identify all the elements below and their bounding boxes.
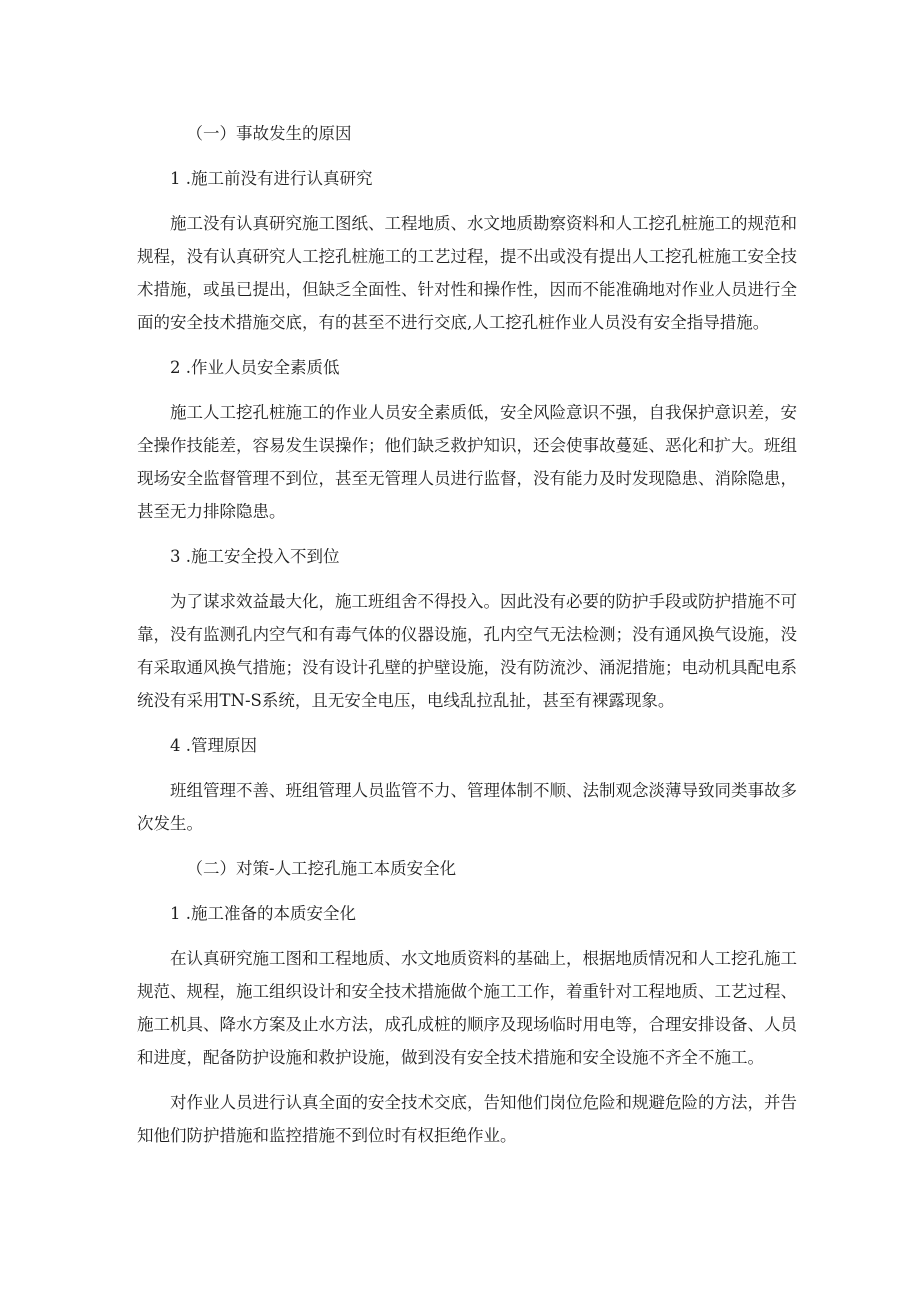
item-heading-investment: 3 .施工安全投入不到位 — [170, 547, 340, 566]
item-heading-research: 1 .施工前没有进行认真研究 — [170, 169, 373, 188]
section-title-countermeasures: （二）对策-人工挖孔施工本质安全化 — [186, 859, 457, 878]
paragraph-research: 施工没有认真研究施工图纸、工程地质、水文地质勘察资料和人工挖孔桩施工的规范和规程，没有认真研究人工挖孔桩施工的工艺过程，提不出或没有提出人工挖孔桩施工安全技术措施，或虽已提出，但缺乏全面性、针对性和操作性，因而不能准确地对作业人员进行全面的安全技术措施交底，有的甚至不进行交底,人工挖孔桩作业人员没有安全指导措施。 — [137, 214, 797, 332]
paragraph-disclosure: 对作业人员进行认真全面的安全技术交底，告知他们岗位危险和规避危险的方法，并告知他们防护措施和监控措施不到位时有权拒绝作业。 — [137, 1093, 797, 1145]
paragraph-quality: 施工人工挖孔桩施工的作业人员安全素质低，安全风险意识不强，自我保护意识差，安全操作技能差，容易发生误操作；他们缺乏救护知识，还会使事故蔓延、恶化和扩大。班组现场安全监督管理不到位，甚至无管理人员进行监督，没有能力及时发现隐患、消除隐患，甚至无力排除隐患。 — [137, 403, 797, 521]
paragraph-management: 班组管理不善、班组管理人员监管不力、管理体制不顺、法制观念淡薄导致同类事故多次发生。 — [137, 781, 797, 833]
paragraph-preparation: 在认真研究施工图和工程地质、水文地质资料的基础上，根据地质情况和人工挖孔施工规范、规程，施工组织设计和安全技术措施做个施工工作，着重针对工程地质、工艺过程、施工机具、降水方案及止水方法，成孔成桩的顺序及现场临时用电等，合理安排设备、人员和进度，配备防护设施和救护设施，做到没有安全技术措施和安全设施不齐全不施工。 — [137, 949, 797, 1067]
item-heading-management: 4 .管理原因 — [170, 736, 257, 755]
document-body — [137, 117, 797, 1152]
item-heading-quality: 2 .作业人员安全素质低 — [170, 358, 340, 377]
item-heading-preparation: 1 .施工准备的本质安全化 — [170, 904, 356, 923]
section-title-causes: （一）事故发生的原因 — [186, 124, 352, 143]
paragraph-investment: 为了谋求效益最大化，施工班组舍不得投入。因此没有必要的防护手段或防护措施不可靠，没有监测孔内空气和有毒气体的仪器设施，孔内空气无法检测；没有通风换气设施，没有采取通风换气措施；没有设计孔壁的护壁设施，没有防流沙、涌泥措施；电动机具配电系统没有采用TN-S系统，且无安全电压，电线乱拉乱扯，甚至有裸露现象。 — [137, 592, 797, 710]
